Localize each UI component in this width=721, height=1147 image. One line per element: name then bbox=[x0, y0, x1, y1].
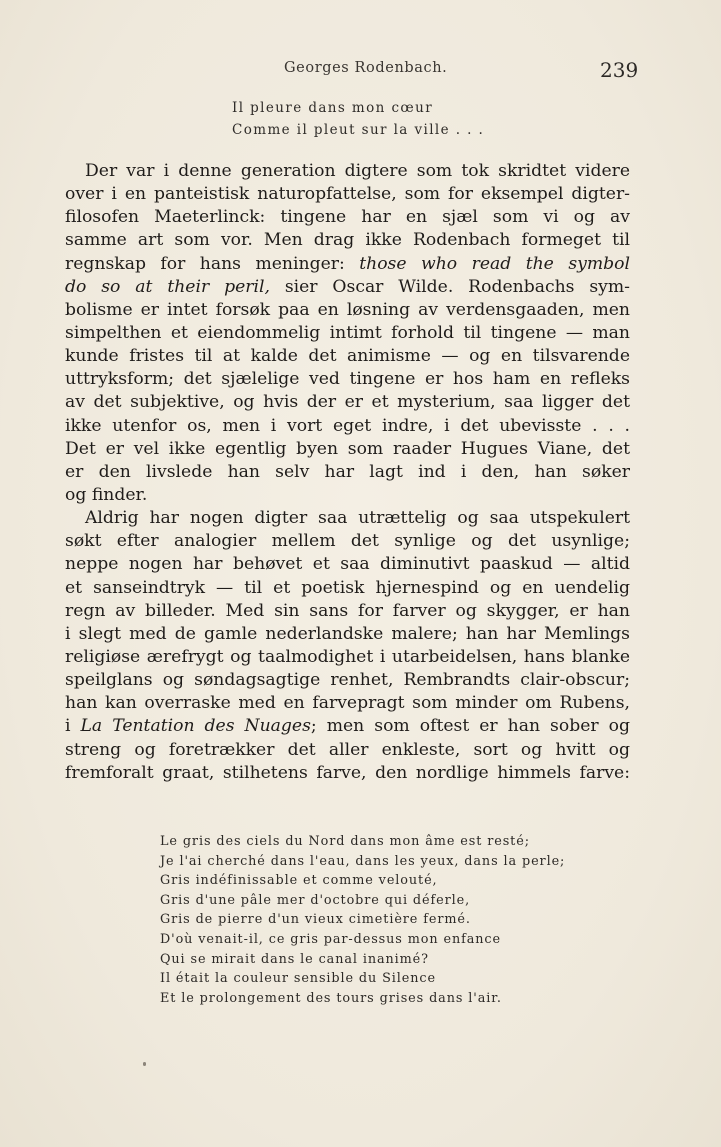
text-line: Der var i denne generation digtere som tok skridtet videre bbox=[85, 161, 630, 181]
text-line: regn av billeder. Med sin sans for farver og skygger, er han bbox=[65, 600, 630, 621]
text-line: ikke utenfor os, men i vort eget indre, i det ubevisste . . . bbox=[65, 415, 630, 436]
paper-speck bbox=[143, 1062, 146, 1066]
poem-quote bbox=[160, 832, 565, 1008]
poem-line: D'où venait-il, ce gris par-dessus mon enfance bbox=[160, 931, 501, 947]
text-line: bolisme er intet forsøk paa en løsning av verdensgaaden, men bbox=[65, 299, 630, 320]
text-line bbox=[65, 276, 630, 299]
text-span: sier Oscar Wilde. Rodenbachs sym- bbox=[284, 276, 630, 297]
text-span: ; men som oftest er han sober og bbox=[310, 716, 630, 737]
text-line: fremforalt graat, stilhetens farve, den nordlige himmels farve: bbox=[65, 762, 630, 783]
page-number: 239 bbox=[600, 58, 639, 82]
text-line: søkt efter analogier mellem det synlige og det usynlige; bbox=[65, 531, 630, 552]
text-line: streng og foretrækker det aller enkleste, sort og hvitt og bbox=[65, 739, 630, 760]
italic-quote: those who read the symbol bbox=[359, 253, 630, 274]
text-line bbox=[65, 253, 630, 276]
text-line: speilglans og søndagsagtige renhet, Rembrandts clair-obscur; bbox=[65, 670, 630, 691]
poem-line: Gris d'une pâle mer d'octobre qui déferle, bbox=[160, 892, 471, 908]
text-line: filosofen Maeterlinck: tingene har en sjæl som vi og av bbox=[65, 207, 630, 228]
poem-line: Gris indéfinissable et comme velouté, bbox=[160, 873, 438, 889]
epigraph-line: Comme il pleut sur la ville . . . bbox=[232, 122, 485, 138]
text-span: regnskap for hans meninger: bbox=[65, 253, 345, 274]
text-line: religiøse ærefrygt og taalmodighet i utarbeidelsen, hans blanke bbox=[65, 646, 630, 667]
running-header-title: Georges Rodenbach. bbox=[284, 60, 448, 76]
text-line: over i en panteistisk naturopfattelse, som for eksempel digter- bbox=[65, 184, 630, 205]
text-line: Aldrig har nogen digter saa utrættelig og saa utspekulert bbox=[85, 508, 630, 529]
poem-line: Le gris des ciels du Nord dans mon âme est resté; bbox=[160, 834, 530, 849]
italic-quote: do so at their peril, bbox=[65, 276, 270, 297]
text-line: Det er vel ikke egentlig byen som raader Hugues Viane, det bbox=[65, 438, 630, 459]
epigraph bbox=[232, 97, 484, 141]
text-span: i bbox=[65, 716, 71, 737]
text-line: av det subjektive, og hvis der er et mysterium, saa ligger det bbox=[65, 392, 630, 413]
text-line bbox=[65, 715, 630, 738]
text-line: samme art som vor. Men drag ikke Rodenbach formeget til bbox=[65, 230, 630, 251]
main-text bbox=[65, 160, 630, 785]
italic-title: La Tentation des Nuages bbox=[80, 716, 311, 737]
epigraph-line: Il pleure dans mon cœur bbox=[232, 100, 434, 116]
text-line: er den livslede han selv har lagt ind i den, han søker bbox=[65, 461, 630, 482]
text-line: neppe nogen har behøvet et saa diminutivt paaskud — altid bbox=[65, 554, 630, 575]
text-line: og finder. bbox=[65, 484, 148, 505]
text-line: i slegt med de gamle nederlandske malere; han har Memlings bbox=[65, 623, 630, 644]
text-line: han kan overraske med en farvepragt som minder om Rubens, bbox=[65, 693, 630, 714]
poem-line: Il était la couleur sensible du Silence bbox=[160, 971, 436, 987]
text-line: simpelthen et eiendommelig intimt forhold til tingene — man bbox=[65, 322, 630, 343]
poem-line: Qui se mirait dans le canal inanimé? bbox=[160, 951, 429, 967]
poem-line: Gris de pierre d'un vieux cimetière fermé. bbox=[160, 912, 471, 928]
text-line: et sanseindtryk — til et poetisk hjernespind og en uendelig bbox=[65, 577, 630, 598]
poem-line: Et le prolongement des tours grises dans l'air. bbox=[160, 990, 502, 1006]
poem-line: Je l'ai cherché dans l'eau, dans les yeux, dans la perle; bbox=[160, 853, 566, 869]
text-line: uttryksform; det sjælelige ved tingene er hos ham en refleks bbox=[65, 369, 630, 390]
text-line: kunde fristes til at kalde det animisme — og en tilsvarende bbox=[65, 346, 630, 367]
